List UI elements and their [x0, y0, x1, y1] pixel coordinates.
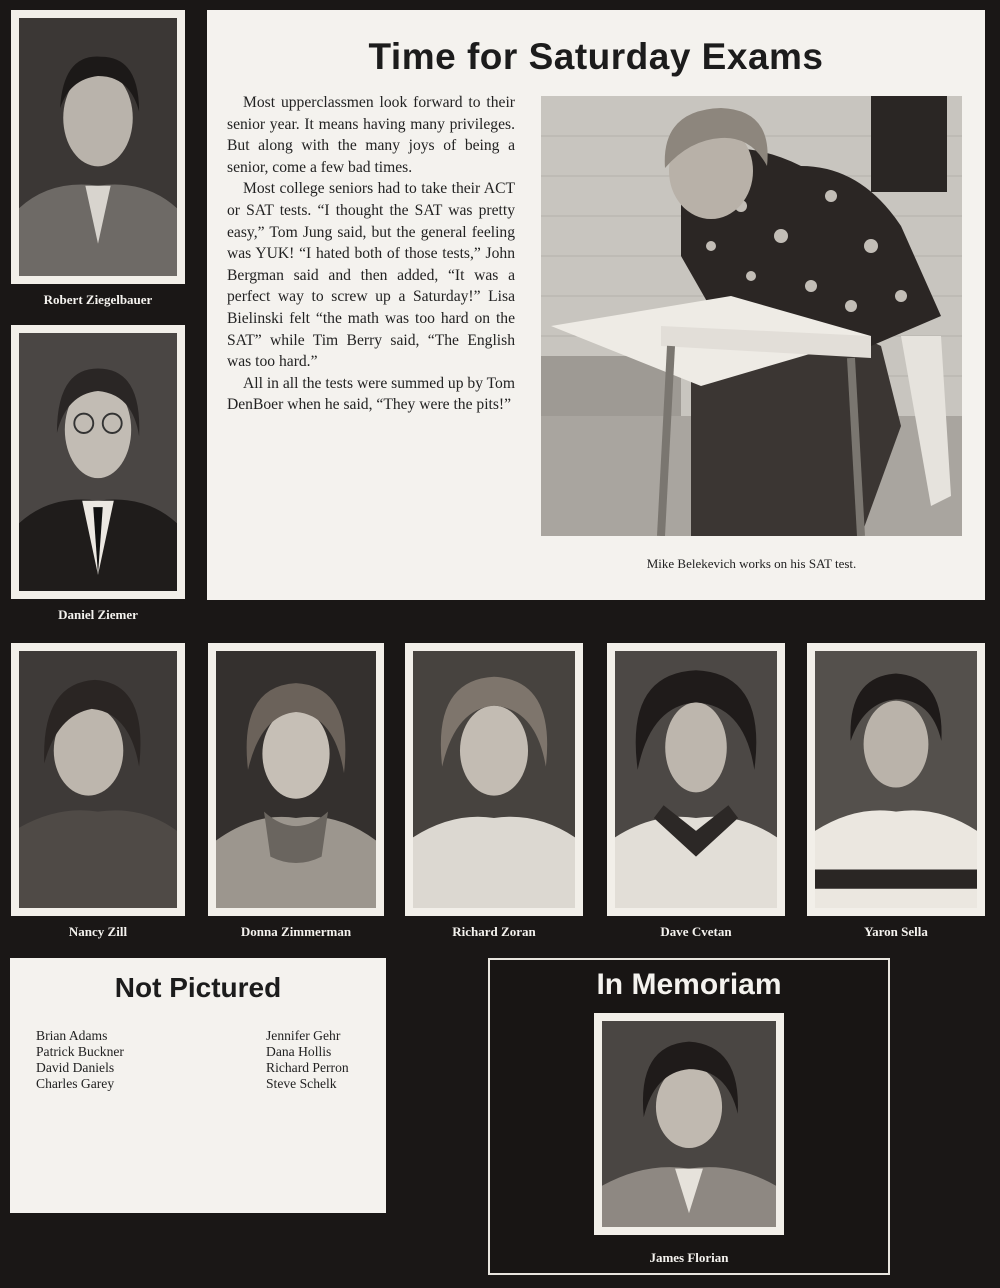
list-item: Brian Adams: [36, 1028, 108, 1043]
not-pictured-column-1: [36, 1028, 124, 1092]
portrait-photo: [602, 1021, 776, 1227]
portrait-frame-james: [594, 1013, 784, 1235]
portrait-photo: [19, 651, 177, 908]
portrait-photo: [19, 333, 177, 591]
article-panel: [207, 10, 985, 600]
portrait-photo: [413, 651, 575, 908]
article-photo-student-testing: [541, 96, 962, 536]
article-paragraph: All in all the tests were summed up by Tom DenBoer when he said, “They were the pits!”: [227, 374, 515, 414]
portrait-photo: [615, 651, 777, 908]
caption-yaron: Yaron Sella: [864, 924, 928, 939]
article-body: [227, 92, 515, 416]
portrait-photo: [216, 651, 376, 908]
not-pictured-panel: [10, 958, 386, 1213]
caption-nancy: Nancy Zill: [68, 924, 128, 939]
caption-daniel: Daniel Ziemer: [58, 607, 138, 622]
list-item: Steve Schelk: [266, 1076, 337, 1091]
article-headline: Time for Saturday Exams: [368, 36, 824, 77]
caption-james: James Florian: [649, 1250, 729, 1265]
caption-richard: Richard Zoran: [452, 924, 536, 939]
not-pictured-column-2: [266, 1028, 349, 1092]
caption-robert: Robert Ziegelbauer: [43, 292, 153, 307]
portrait-frame-robert: [11, 10, 185, 284]
portrait-photo: [815, 651, 977, 908]
not-pictured-title: Not Pictured: [114, 972, 282, 1003]
article-photo-caption: Mike Belekevich works on his SAT test.: [646, 556, 857, 571]
list-item: Dana Hollis: [266, 1044, 332, 1059]
portrait-frame-yaron: [807, 643, 985, 916]
in-memoriam-panel: [488, 958, 890, 1275]
article-paragraph: Most college seniors had to take their ACT or SAT tests. “I thought the SAT was pretty easy,” Tom Jung said, but the general feeling was YUK! “I hated both of those tests,” John Bergman said and then added, “It was a perfect way to screw up a Saturday!” Lisa Bielinski felt “the math was too hard on the SAT” while Tim Berry said, “The English was too hard.”: [227, 180, 515, 371]
list-item: Richard Perron: [266, 1060, 349, 1075]
portrait-photo: [19, 18, 177, 276]
portrait-frame-nancy: [11, 643, 185, 916]
list-item: Jennifer Gehr: [266, 1028, 341, 1043]
list-item: David Daniels: [36, 1060, 115, 1075]
list-item: Patrick Buckner: [36, 1044, 124, 1059]
portrait-frame-dave: [607, 643, 785, 916]
list-item: Charles Garey: [36, 1076, 115, 1091]
portrait-frame-daniel: [11, 325, 185, 599]
caption-dave: Dave Cvetan: [660, 924, 732, 939]
portrait-frame-donna: [208, 643, 384, 916]
article-paragraph: Most upperclassmen look forward to their senior year. It means having many privileges. But along with the many joys of being a senior, come a few bad times.: [227, 94, 515, 176]
caption-donna: Donna Zimmerman: [240, 924, 352, 939]
in-memoriam-title: In Memoriam: [596, 968, 782, 1001]
portrait-frame-richard: [405, 643, 583, 916]
